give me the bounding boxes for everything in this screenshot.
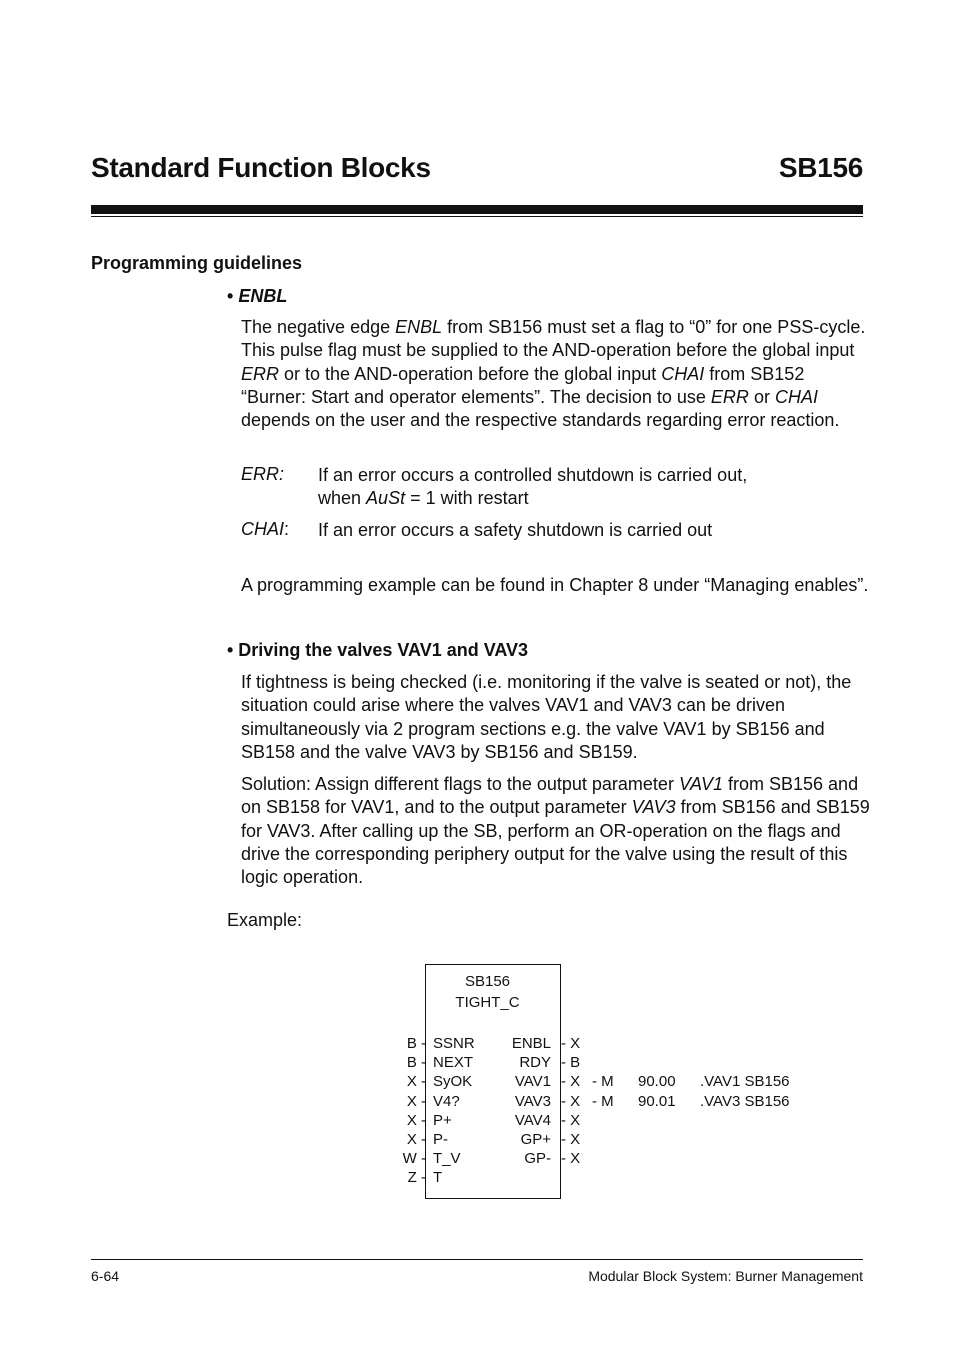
output-names	[512, 1034, 551, 1168]
output-parameter: RDY	[519, 1054, 551, 1072]
def-text-err: If an error occurs a controlled shutdown is carried out, when AuSt = 1 with restart	[318, 465, 748, 509]
block-name: SB156	[464, 973, 511, 990]
output-type: - X	[561, 1073, 581, 1091]
output-type: - X	[561, 1035, 581, 1052]
input-type: B -	[406, 1054, 426, 1072]
page-number: 6-64	[91, 1268, 120, 1284]
footer-rule	[91, 1259, 863, 1260]
bullet-enbl: • ENBL	[227, 286, 288, 306]
enbl-paragraph: The negative edge ENBL from SB156 must set a flag to “0” for one PSS-cycle. This pulse flag must be supplied to the AND-operation before the global input ERR or to the AND-operation before the global input CHAI from SB152 “Burner: Start and operator elements”. The decision to use ERR or CHAI depends on the user and the respective standards regarding error reaction.	[241, 317, 866, 431]
output-type: - B	[561, 1054, 581, 1072]
input-parameter: NEXT	[433, 1054, 474, 1072]
address-vav3: 90.01	[638, 1092, 676, 1110]
output-type: - X	[561, 1131, 581, 1149]
valves-paragraph-1: If tightness is being checked (i.e. monitoring if the valve is seated or not), the situation could arise where the valves VAV1 and VAV3 can be driven simultaneously via 2 program sections e.g. the valve VAV1 by SB156 and SB158 and the valve VAV3 by SB156 and SB159.	[241, 672, 852, 762]
input-type: W -	[402, 1150, 426, 1168]
input-parameter: T_V	[433, 1150, 461, 1168]
output-parameter: GP-	[524, 1150, 551, 1168]
page-title: Standard Function Blocks	[91, 152, 431, 183]
input-type: X -	[406, 1073, 426, 1091]
block-subtitle: TIGHT_C	[455, 994, 520, 1011]
operand-M-vav1: - M	[592, 1073, 614, 1091]
input-parameter: P-	[433, 1131, 448, 1149]
input-types	[403, 1034, 426, 1188]
output-types	[561, 1034, 580, 1168]
comment-vav1: .VAV1 SB156	[700, 1073, 790, 1091]
header-rule-thin	[91, 216, 863, 217]
def-term-chai: CHAI:	[241, 519, 290, 539]
output-parameter: VAV1	[514, 1073, 551, 1091]
input-parameter: SSNR	[433, 1035, 475, 1052]
output-type: - X	[561, 1150, 581, 1168]
input-type: Z -	[407, 1169, 426, 1187]
output-parameter: VAV4	[514, 1111, 551, 1129]
address-vav1: 90.00	[638, 1073, 676, 1091]
operand-M-vav3: - M	[592, 1092, 614, 1110]
block-code: SB156	[778, 152, 863, 183]
input-names	[433, 1034, 475, 1188]
input-parameter: P+	[433, 1111, 452, 1129]
input-type: X -	[406, 1092, 426, 1110]
input-parameter: V4?	[433, 1092, 460, 1110]
example-label: Example:	[227, 910, 303, 930]
bullet-valves: • Driving the valves VAV1 and VAV3	[227, 640, 529, 660]
output-parameter: GP+	[520, 1131, 551, 1149]
footer-title: Modular Block System: Burner Management	[588, 1268, 863, 1284]
section-title: Programming guidelines	[91, 253, 303, 273]
input-parameter: SyOK	[433, 1073, 473, 1091]
output-type: - X	[561, 1092, 581, 1110]
input-parameter: T	[433, 1169, 443, 1187]
comment-vav3: .VAV3 SB156	[700, 1092, 790, 1110]
def-text-chai: If an error occurs a safety shutdown is carried out	[318, 520, 713, 540]
enbl-example-note: A programming example can be found in Chapter 8 under “Managing enables”.	[241, 575, 869, 595]
input-type: X -	[406, 1131, 426, 1149]
output-parameter: ENBL	[511, 1035, 551, 1052]
output-parameter: VAV3	[514, 1092, 551, 1110]
input-type: X -	[406, 1111, 426, 1129]
input-type: B -	[406, 1035, 426, 1052]
valves-paragraph-2: Solution: Assign different flags to the output parameter VAV1 from SB156 and on SB158 for VAV1, and to the output parameter VAV3 from SB156 and SB159 for VAV3. After calling up the SB, perform an OR-operation on the flags and drive the corresponding periphery output for the valve using the result of this logic operation.	[241, 774, 870, 888]
def-term-err: ERR:	[241, 464, 285, 484]
output-type: - X	[561, 1111, 581, 1129]
header-rule-thick	[91, 205, 863, 214]
